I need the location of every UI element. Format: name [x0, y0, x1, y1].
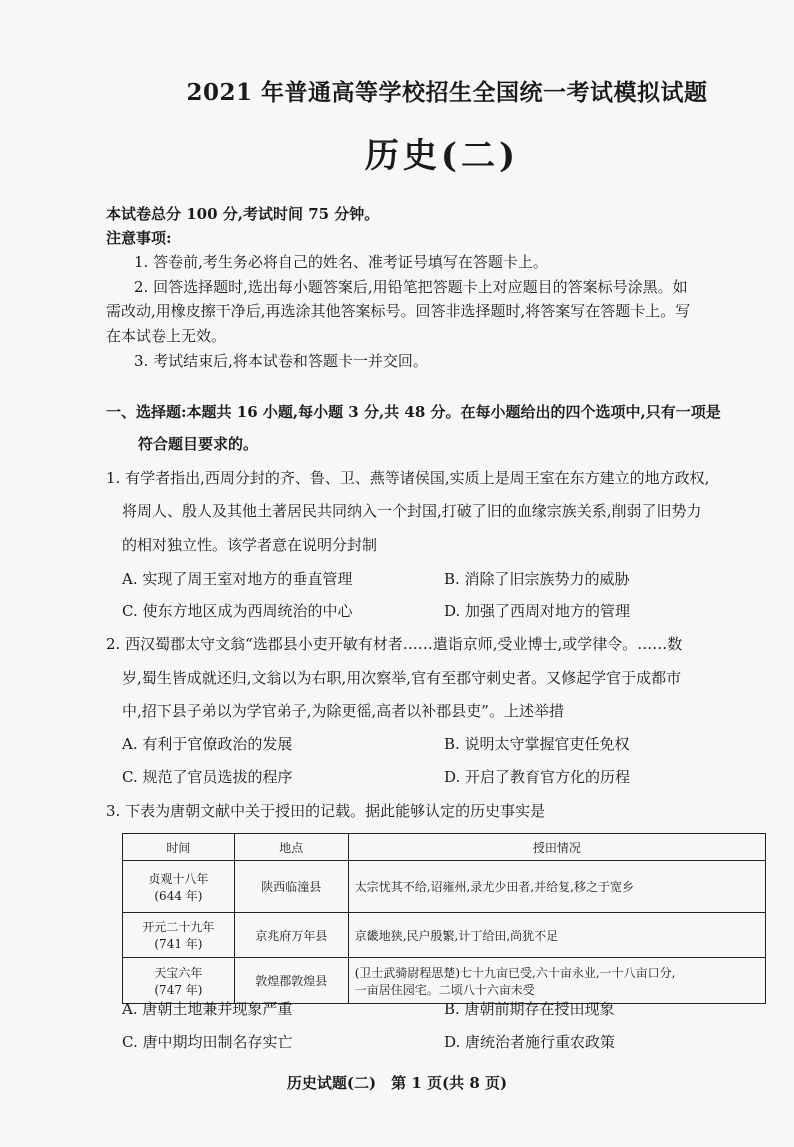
detail-line: (卫士武骑尉程思楚)七十九亩已受,六十亩永业,一十八亩口分,: [354, 965, 676, 980]
question-2-stem: 岁,蜀生皆成就还归,文翁以为右职,用次察举,官有至郡守刺史者。又修起学官于成都市: [122, 669, 682, 687]
question-3-option-a[interactable]: A. 唐朝土地兼并现象严重: [122, 1000, 293, 1018]
notice-item: 1. 答卷前,考生务必将自己的姓名、准考证号填写在答题卡上。: [134, 253, 548, 271]
table-row: [123, 861, 766, 913]
question-1-option-d[interactable]: D. 加强了西周对地方的管理: [444, 602, 631, 620]
table-header-place: 地点: [234, 834, 348, 861]
notice-item: 3. 考试结束后,将本试卷和答题卡一并交回。: [134, 352, 428, 370]
table-cell-place: 陕西临潼县: [234, 861, 348, 913]
time-name: 天宝六年: [154, 965, 203, 980]
table-row: [123, 913, 766, 958]
table-cell-time: [123, 913, 235, 958]
table-header-time: 时间: [123, 834, 235, 861]
question-2-option-c[interactable]: C. 规范了官员选拔的程序: [122, 768, 293, 786]
question-1-stem: 1. 有学者指出,西周分封的齐、鲁、卫、燕等诸侯国,实质上是周王室在东方建立的地方政权,: [106, 469, 710, 487]
time-name: 开元二十九年: [142, 920, 215, 934]
question-3-option-b[interactable]: B. 唐朝前期存在授田现象: [444, 1000, 615, 1018]
notice-item: 在本试卷上无效。: [106, 327, 227, 345]
detail-line: 太宗忧其不给,诏雍州,录尤少田者,并给复,移之于宽乡: [354, 880, 634, 894]
question-2-option-d[interactable]: D. 开启了教育官方化的历程: [444, 768, 631, 786]
table-header-detail: 授田情况: [348, 834, 765, 861]
exam-title: 2021 年普通高等学校招生全国统一考试模拟试题: [186, 79, 708, 106]
detail-line: 京畿地狭,民户殷繁,计丁给田,尚犹不足: [354, 928, 559, 943]
question-1-option-b[interactable]: B. 消除了旧宗族势力的威胁: [444, 570, 630, 588]
time-year: (747 年): [154, 982, 203, 997]
question-3-option-d[interactable]: D. 唐统治者施行重农政策: [444, 1033, 616, 1051]
table-cell-time: [123, 861, 235, 913]
question-1-stem: 的相对独立性。该学者意在说明分封制: [122, 536, 378, 554]
exam-summary: 本试卷总分 100 分,考试时间 75 分钟。: [106, 205, 380, 223]
question-1-option-c[interactable]: C. 使东方地区成为西周统治的中心: [122, 602, 353, 620]
section-heading: 符合题目要求的。: [138, 435, 259, 453]
notice-label: 注意事项:: [106, 229, 172, 247]
question-3-option-c[interactable]: C. 唐中期均田制名存实亡: [122, 1033, 293, 1051]
page-footer: 历史试题(二) 第 1 页(共 8 页): [286, 1074, 508, 1092]
question-1-stem: 将周人、殷人及其他土著居民共同纳入一个封国,打破了旧的血缘宗族关系,削弱了旧势力: [122, 502, 702, 520]
table-cell-place: 敦煌郡敦煌县: [234, 958, 348, 1004]
time-year: (644 年): [154, 888, 203, 903]
question-2-option-b[interactable]: B. 说明太守掌握官吏任免权: [444, 735, 630, 753]
table-cell-place: 京兆府万年县: [234, 913, 348, 958]
time-year: (741 年): [154, 937, 203, 951]
question-3-stem: 3. 下表为唐朝文献中关于授田的记载。据此能够认定的历史事实是: [106, 802, 546, 820]
notice-item: 2. 回答选择题时,选出每小题答案后,用铅笔把答题卡上对应题目的答案标号涂黑。如: [134, 278, 688, 296]
table-row: [123, 958, 766, 1004]
table-cell-detail: [348, 861, 765, 913]
table-header-row: [123, 834, 766, 861]
time-name: 贞观十八年: [148, 871, 209, 886]
question-2-option-a[interactable]: A. 有利于官僚政治的发展: [122, 735, 293, 753]
land-grant-table: [122, 833, 766, 1004]
table-cell-detail: [348, 958, 765, 1004]
table-cell-detail: [348, 913, 765, 958]
question-2-stem: 中,招下县子弟以为学官弟子,为除更徭,高者以补郡县吏”。上述举措: [122, 702, 564, 720]
table-cell-time: [123, 958, 235, 1004]
subject-title: 历史(二): [364, 136, 520, 176]
question-1-option-a[interactable]: A. 实现了周王室对地方的垂直管理: [122, 570, 353, 588]
detail-line: 一亩居住园宅。二顷八十六亩未受: [354, 982, 535, 997]
question-2-stem: 2. 西汉蜀郡太守文翁“选郡县小吏开敏有材者……遣诣京师,受业博士,或学律令。……数: [106, 635, 683, 653]
section-heading: 一、选择题:本题共 16 小题,每小题 3 分,共 48 分。在每小题给出的四个选项中,只有一项是: [106, 403, 721, 421]
notice-item: 需改动,用橡皮擦干净后,再选涂其他答案标号。回答非选择题时,将答案写在答题卡上。写: [106, 302, 691, 320]
